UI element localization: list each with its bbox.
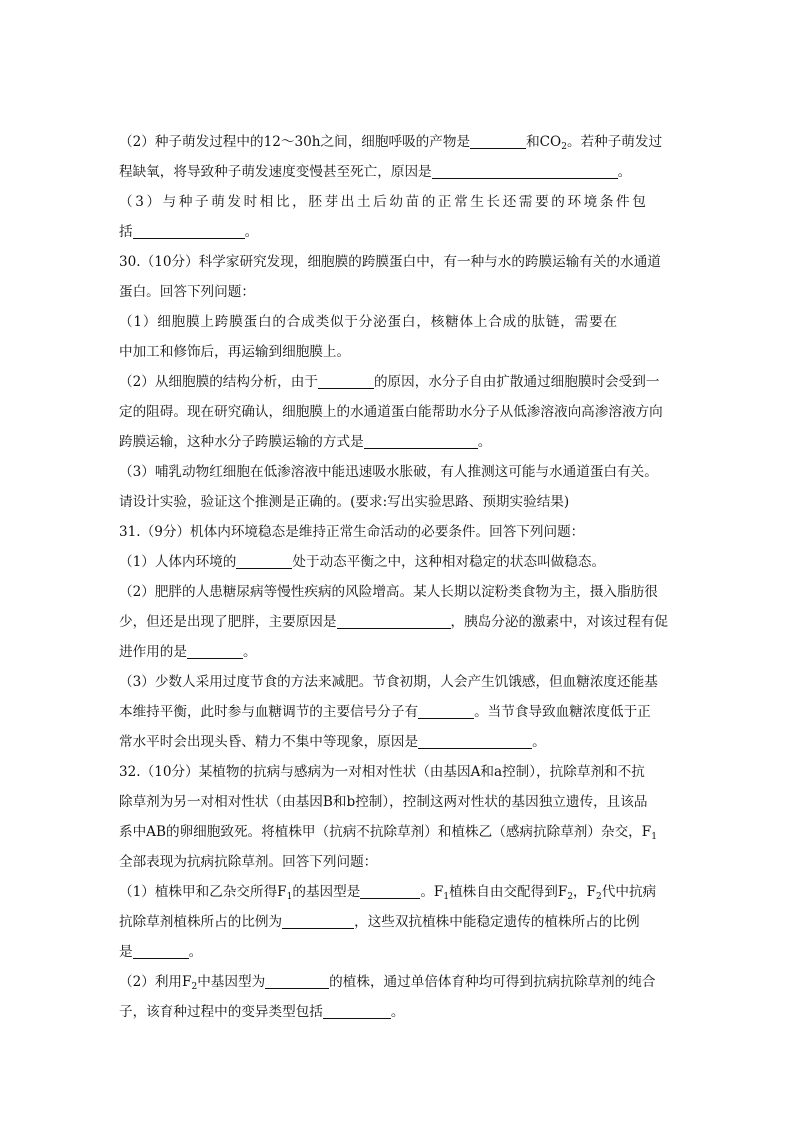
text: 少，但还是出现了肥胖，主要原因是 — [119, 614, 337, 630]
text-line — [119, 847, 675, 877]
question-30-title — [119, 247, 675, 277]
text: ，胰岛分泌的激素中，对该过程有促 — [450, 614, 668, 630]
text: 是 — [119, 944, 133, 960]
answer-blank[interactable] — [432, 163, 618, 179]
text: 定的阻碍。现在研究确认，细胞膜上的水通道蛋白能帮助水分子从低渗溶液向高渗溶液方向 — [119, 404, 663, 420]
answer-blank[interactable] — [318, 373, 374, 389]
text: 请设计实验，验证这个推测是正确的。(要求:写出实验思路、预期实验结果) — [119, 494, 570, 510]
question-32-title — [119, 757, 675, 787]
text: 系中AB的卵细胞致死。将植株甲（抗病不抗除草剂）和植株乙（感病抗除草剂）杂交，F — [119, 824, 652, 840]
text: （2）肥胖的人患糖尿病等慢性疾病的风险增高。某人长期以淀粉类食物为主，摄入脂肪很 — [119, 584, 658, 600]
text: 。若种子萌发过 — [566, 134, 663, 150]
text-line — [119, 817, 675, 847]
text: 中加工和修饰后，再运输到细胞膜上。 — [119, 344, 351, 360]
text-line — [119, 367, 675, 397]
text-line — [119, 967, 675, 997]
text-line — [119, 397, 675, 427]
text: （2）利用F — [119, 974, 192, 990]
exam-page — [119, 127, 675, 1027]
text: 跨膜运输，这种水分子跨膜运输的方式是 — [119, 434, 364, 450]
text: 本维持平衡，此时参与血糖调节的主要信号分子有 — [119, 704, 419, 720]
text: （1）人体内环境的 — [119, 554, 237, 570]
text: （1）植株甲和乙杂交所得F — [119, 884, 287, 900]
text: （3）哺乳动物红细胞在低渗溶液中能迅速吸水胀破，有人推测这可能与水通道蛋白有关。 — [119, 464, 658, 480]
subscript: 2 — [596, 892, 602, 902]
text-line — [119, 157, 675, 187]
text-line — [119, 937, 675, 967]
text-line — [119, 127, 675, 157]
text-line — [119, 337, 675, 367]
text: 的植株，通过单倍体育种均可得到抗病抗除草剂的纯合 — [329, 974, 656, 990]
text-line — [119, 457, 675, 487]
text: 代中抗病 — [601, 884, 657, 900]
text-line — [119, 607, 675, 637]
text: 。 — [477, 434, 492, 450]
text: 的基因型是 — [292, 884, 361, 900]
text: 31.（9分）机体内环境稳态是维持正常生命活动的必要条件。回答下列问题： — [119, 524, 585, 540]
answer-blank[interactable] — [418, 733, 532, 749]
text-line — [119, 997, 675, 1027]
text: 。 — [390, 1004, 405, 1020]
text-line — [119, 577, 675, 607]
text-line — [119, 637, 675, 667]
text-line — [119, 307, 675, 337]
text: （3）少数人采用过度节食的方法来减肥。节食初期，人会产生饥饿感，但血糖浓度还能基 — [119, 674, 658, 690]
answer-blank[interactable] — [337, 613, 451, 629]
text-line — [119, 877, 675, 907]
answer-blank[interactable] — [133, 943, 189, 959]
text: （3）与种子萌发时相比，胚芽出土后幼苗的正常生长还需要的环境条件包 — [119, 194, 649, 210]
text: 抗除草剂植株所占的比例为 — [119, 914, 283, 930]
text: 的原因，水分子自由扩散通过细胞膜时会受到一 — [373, 374, 660, 390]
text-line — [119, 697, 675, 727]
subscript: 2 — [191, 982, 198, 992]
text: 子，该育种过程中的变异类型包括 — [119, 1004, 323, 1020]
text-line — [119, 217, 675, 247]
text: 植株自由交配得到F — [449, 884, 568, 900]
text-line — [119, 187, 675, 217]
text-line — [119, 787, 675, 817]
subscript: 1 — [443, 892, 450, 902]
text: 和CO — [526, 134, 562, 150]
subscript: 2 — [567, 892, 574, 902]
text-line — [119, 487, 675, 517]
text-line — [119, 427, 675, 457]
text-line — [119, 727, 675, 757]
answer-blank[interactable] — [470, 133, 526, 149]
text-line — [119, 667, 675, 697]
answer-blank[interactable] — [364, 433, 478, 449]
text: 。 — [188, 944, 203, 960]
subscript: 1 — [286, 892, 293, 902]
text: （2）从细胞膜的结构分析，由于 — [119, 374, 318, 390]
subscript: 1 — [651, 832, 657, 842]
text: 除草剂为另一对相对性状（由基因B和b控制），控制这两对性状的基因独立遗传，且该品 — [119, 794, 648, 810]
answer-blank[interactable] — [360, 883, 420, 899]
answer-blank[interactable] — [418, 703, 474, 719]
answer-blank[interactable] — [236, 553, 292, 569]
text: ，这些双抗植株中能稳定遗传的植株所占的比例 — [354, 914, 640, 930]
text: 进作用的是 — [119, 644, 187, 660]
text: 。 — [532, 734, 546, 750]
text: 蛋白。回答下列问题： — [119, 284, 255, 300]
answer-blank[interactable] — [187, 643, 243, 659]
text: 。当节食导致血糖浓度低于正 — [474, 704, 651, 720]
text-line — [119, 547, 675, 577]
text: ，F — [573, 884, 597, 900]
text: 常水平时会出现头昏、精力不集中等现象，原因是 — [119, 734, 419, 750]
text-line — [119, 277, 675, 307]
text: 。F — [420, 884, 444, 900]
text: 中基因型为 — [197, 974, 266, 990]
text: 。 — [242, 644, 257, 660]
text: （2）种子萌发过程中的12～30h之间，细胞呼吸的产物是 — [119, 134, 471, 150]
text: 全部表现为抗病抗除草剂。回答下列问题： — [119, 854, 378, 870]
answer-blank[interactable] — [133, 223, 245, 239]
question-31-title — [119, 517, 675, 547]
text: 32.（10分）某植物的抗病与感病为一对相对性状（由基因A和a控制），抗除草剂和不抗 — [119, 764, 645, 780]
text: 。 — [244, 224, 259, 240]
text: （1）细胞膜上跨膜蛋白的合成类似于分泌蛋白，核糖体上合成的肽链，需要在 — [119, 314, 618, 330]
answer-blank[interactable] — [282, 913, 354, 929]
text: 。 — [617, 164, 632, 180]
text: 程缺氧，将导致种子萌发速度变慢甚至死亡，原因是 — [119, 164, 432, 180]
text: 处于动态平衡之中，这种相对稳定的状态叫做稳态。 — [292, 554, 606, 570]
subscript: 2 — [561, 142, 567, 152]
text-line — [119, 907, 675, 937]
answer-blank[interactable] — [265, 973, 329, 989]
text: 30.（10分）科学家研究发现，细胞膜的跨膜蛋白中，有一种与水的跨膜运输有关的水通道 — [119, 254, 661, 270]
answer-blank[interactable] — [323, 1003, 391, 1019]
text: 括 — [119, 224, 133, 240]
